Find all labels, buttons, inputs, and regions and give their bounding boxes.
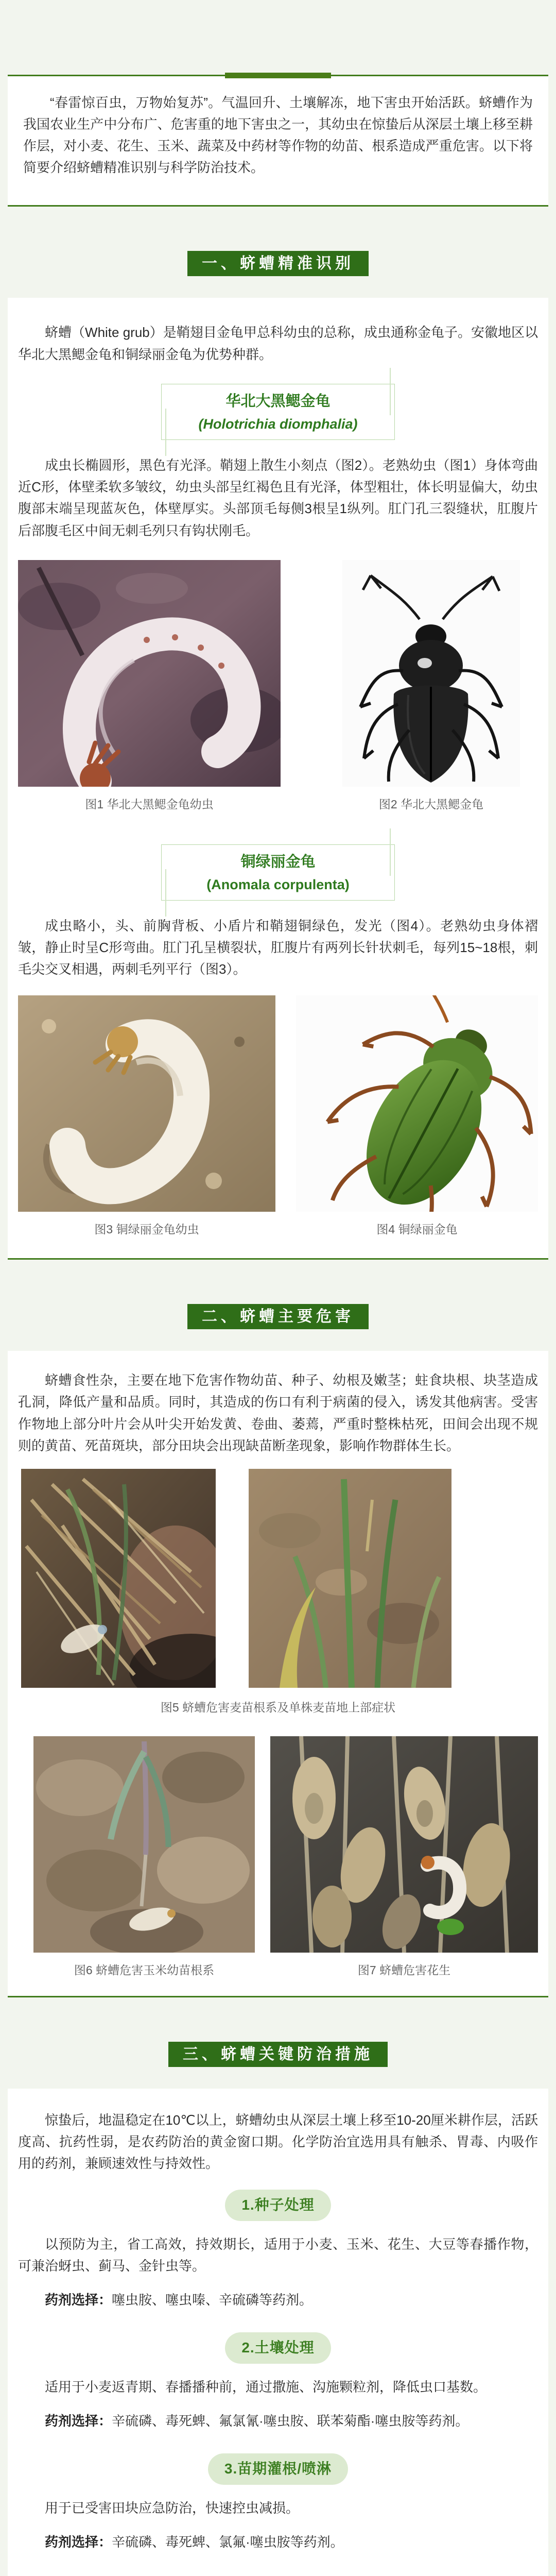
drug-choice-label: 药剂选择： bbox=[45, 2534, 112, 2550]
step-3-pill-row bbox=[18, 2453, 538, 2485]
corn-seedling-soil-illustration bbox=[33, 1736, 255, 1953]
drug-choice-value: 辛硫磷、毒死蜱、氟氯氰·噻虫胺、联苯菊酯·噻虫胺等药剂。 bbox=[112, 2413, 469, 2429]
damaged-wheat-roots-illustration bbox=[21, 1469, 216, 1688]
figure-2-caption: 图2 华北大黑鳃金龟 bbox=[378, 797, 484, 811]
top-spacer bbox=[0, 0, 556, 75]
spacer bbox=[0, 1329, 556, 1351]
black-beetle-illustration bbox=[342, 560, 520, 787]
species-name-latin: (Holotrichia diomphalia) bbox=[198, 416, 358, 432]
figure-2 bbox=[342, 560, 520, 812]
section-1-paragraph-3: 成虫略小，头、前胸背板、小盾片和鞘翅铜绿色，发光（图4）。老熟幼虫身体褶皱，静止时呈C形弯曲。肛门孔呈横裂状，肛腹片有两列长针状刺毛，每列15~18根，刺毛尖交叉相遇，两刺毛列平行（图3）。 bbox=[18, 918, 538, 977]
spacer bbox=[0, 276, 556, 298]
figure-7 bbox=[270, 1736, 538, 1978]
step-3-drug-line bbox=[18, 2531, 538, 2553]
section-1-paragraph-1: 蛴螬（White grub）是鞘翅目金龟甲总科幼虫的总称，成虫通称金龟子。安徽地区以华北大黑鳃金龟和铜绿丽金龟为优势种群。 bbox=[18, 325, 538, 362]
section-1-heading-row bbox=[0, 251, 556, 276]
intro-card bbox=[8, 75, 548, 207]
drug-choice-label: 药剂选择： bbox=[45, 2292, 112, 2308]
species-box-holotrichia bbox=[161, 384, 395, 440]
step-1-description: 以预防为主，省工高效，持效期长，适用于小麦、玉米、花生、大豆等春播作物，可兼治蚜虫、蓟马、金针虫等。 bbox=[18, 2236, 538, 2274]
section-3-paragraph-1: 惊蛰后，地温稳定在10℃以上，蛴螬幼虫从深层土壤上移至10-20厘米耕作层，活跃度高、抗药性弱，是农药防治的黄金窗口期。化学防治宜选用具有触杀、胃毒、内吸作用的药剂，兼顾速效性与持效性。 bbox=[18, 2112, 538, 2171]
section-2-heading-row bbox=[0, 1304, 556, 1329]
figure-row-3 bbox=[21, 1469, 538, 1688]
step-3-description: 用于已受害田块应急防治，快速控虫减损。 bbox=[45, 2500, 300, 2516]
spacer bbox=[0, 2067, 556, 2089]
section-1-title: 一、蛴螬精准识别 bbox=[187, 251, 369, 276]
spacer bbox=[0, 207, 556, 251]
section-1-paragraph-2: 成虫长椭圆形，黑色有光泽。鞘翅上散生小刻点（图2）。老熟幼虫（图1）身体弯曲近C形，体壁柔软多皱纹，幼虫头部呈红褐色且有光泽，体型粗壮，体长明显偏大，幼虫腹部末端呈现蓝灰色，体壁厚实。头部顶毛每侧3根呈1纵列。肛门孔三裂缝状，肛腹片后部腹毛区中间无刺毛列只有钩状刚毛。 bbox=[18, 457, 538, 538]
species-name-cn: 华北大黑鳃金龟 bbox=[225, 393, 331, 410]
step-2-pill: 2.土壤处理 bbox=[225, 2332, 331, 2364]
section-2-card bbox=[8, 1351, 548, 1997]
grub-in-sand-illustration bbox=[18, 995, 275, 1212]
step-2-drug-line bbox=[18, 2410, 538, 2432]
section-3-heading-row bbox=[0, 2042, 556, 2067]
peanut-pods-illustration bbox=[270, 1736, 538, 1953]
section-2-title: 二、蛴螬主要危害 bbox=[187, 1304, 369, 1329]
step-2-description: 适用于小麦返青期、春播播种前，通过撒施、沟施颗粒剂，降低虫口基数。 bbox=[45, 2379, 487, 2395]
figure-3-caption: 图3 铜绿丽金龟幼虫 bbox=[94, 1223, 199, 1236]
species-box-anomala bbox=[161, 844, 395, 901]
figure-1 bbox=[18, 560, 281, 812]
species-name-latin: (Anomala corpulenta) bbox=[206, 876, 350, 892]
grub-photo-illustration bbox=[18, 560, 281, 787]
figure-4 bbox=[296, 995, 538, 1238]
step-1-drug-line bbox=[18, 2289, 538, 2311]
drug-choice-label: 药剂选择： bbox=[45, 2413, 112, 2429]
figure-row-2 bbox=[18, 995, 538, 1238]
figure-row-1 bbox=[18, 560, 538, 812]
drug-choice-value: 噻虫胺、噻虫嗪、辛硫磷等药剂。 bbox=[112, 2292, 313, 2308]
section-3-title: 三、蛴螬关键防治措施 bbox=[168, 2042, 388, 2067]
section-3-card bbox=[8, 2089, 548, 2576]
figure-1-caption: 图1 华北大黑鳃金龟幼虫 bbox=[85, 797, 214, 811]
yellowing-seedlings-illustration bbox=[249, 1469, 451, 1688]
figure-7-caption: 图7 蛴螬危害花生 bbox=[357, 1963, 451, 1977]
step-3-pill: 3.苗期灌根/喷淋 bbox=[208, 2453, 348, 2485]
step-1-pill: 1.种子处理 bbox=[225, 2190, 331, 2221]
figure-row-4 bbox=[33, 1736, 538, 1978]
drug-choice-value: 辛硫磷、毒死蜱、氯氟·噻虫胺等药剂。 bbox=[112, 2534, 344, 2550]
section-1-card bbox=[8, 298, 548, 1260]
spacer bbox=[0, 1997, 556, 2042]
section-2-paragraph-1: 蛴螬食性杂，主要在地下危害作物幼苗、种子、幼根及嫩茎；蛀食块根、块茎造成孔洞，降低产量和品质。同时，其造成的伤口有利于病菌的侵入，诱发其他病害。受害作物地上部分叶片会从叶尖开始发黄、卷曲、萎蔫，严重时整株枯死，田间会出现不规则的黄苗、死苗斑块，部分田块会出现缺苗断垄现象，影响作物群体生长。 bbox=[18, 1372, 538, 1453]
species-name-cn: 铜绿丽金龟 bbox=[240, 853, 316, 870]
figure-4-caption: 图4 铜绿丽金龟 bbox=[376, 1223, 458, 1236]
intro-paragraph: “春雷惊百虫，万物始复苏”。气温回升、土壤解冻，地下害虫开始活跃。蛴螬作为我国农业生产中分布广、危害重的地下害虫之一，其幼虫在惊蛰后从深层土壤上移至耕作层，对小麦、花生、玉米、蔬菜及中药材等作物的幼苗、根系造成严重危害。以下将简要介绍蛴螬精准识别与科学防治技术。 bbox=[23, 95, 533, 176]
figure-6 bbox=[33, 1736, 255, 1978]
green-beetle-illustration bbox=[296, 995, 538, 1212]
figure-5-caption: 图5 蛴螬危害麦苗根系及单株麦苗地上部症状 bbox=[160, 1700, 396, 1714]
step-2-pill-row bbox=[18, 2332, 538, 2364]
figure-3 bbox=[18, 995, 275, 1238]
spacer bbox=[0, 1260, 556, 1304]
figure-6-caption: 图6 蛴螬危害玉米幼苗根系 bbox=[74, 1963, 215, 1977]
step-1-pill-row bbox=[18, 2190, 538, 2221]
